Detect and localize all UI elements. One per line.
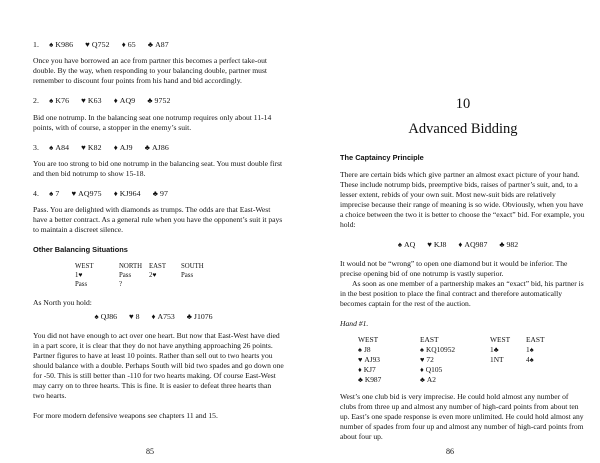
hand-4	[33, 189, 284, 199]
bidding-header: SOUTH	[181, 263, 204, 271]
hearts-holding: KJ8	[433, 240, 447, 250]
heart-icon: ♥	[427, 240, 432, 250]
spades-holding: QJ86	[100, 311, 118, 321]
bid-cell: 4♠	[526, 355, 534, 365]
holding: J8	[363, 345, 371, 355]
club-icon: ♣	[358, 374, 363, 384]
bidding-header: EAST	[149, 263, 166, 271]
clubs-holding: 982	[506, 240, 519, 250]
hand-number: 2.	[33, 96, 40, 106]
page-number: 86	[446, 447, 454, 457]
spades-holding: A84	[55, 142, 70, 152]
deal-header: EAST	[526, 335, 545, 345]
paragraph: For more modern defensive weapons see chapters 11 and 15.	[33, 410, 218, 420]
diamond-icon: ♦	[113, 188, 118, 198]
diamonds-holding: AQ9	[119, 96, 136, 106]
clubs-holding: J1076	[193, 311, 213, 321]
west-diamonds	[358, 365, 420, 375]
spade-icon: ♠	[49, 40, 54, 49]
clubs-holding: 97	[159, 188, 168, 198]
bid-cell	[149, 280, 181, 289]
deal-header: WEST	[358, 335, 379, 345]
spades-holding: K986	[55, 40, 74, 49]
spades-holding: K76	[55, 96, 70, 106]
chapter-number: 10	[455, 96, 471, 112]
deal-row	[358, 375, 556, 385]
holding: AJ93	[364, 355, 380, 365]
right-page	[300, 0, 600, 463]
heart-icon: ♥	[129, 311, 134, 321]
holding: Q105	[425, 364, 443, 374]
bidding-header-row	[75, 262, 204, 271]
diamonds-holding: 65	[127, 40, 136, 49]
diamonds-holding: KJ964	[119, 188, 141, 198]
deal-header: WEST	[490, 335, 511, 345]
bid-cell: 1NT	[490, 355, 504, 365]
spade-icon: ♠	[420, 345, 424, 355]
section-heading: The Captaincy Principle	[340, 153, 424, 163]
hand-number: 1.	[33, 40, 40, 49]
bid-cell: 1♠	[526, 345, 534, 355]
bidding-table	[75, 262, 204, 290]
diamond-icon: ♦	[358, 364, 362, 374]
holding: KQ10952	[425, 345, 456, 355]
bid-cell: Pass	[119, 272, 132, 280]
diamond-icon: ♦	[151, 311, 156, 321]
bidding-header: WEST	[75, 263, 94, 271]
empty-cell	[490, 365, 526, 375]
east-clubs	[420, 375, 490, 385]
bid-cell: Pass	[75, 281, 88, 289]
bid-cell: 1♣	[490, 345, 499, 355]
deal-header: EAST	[420, 335, 439, 345]
hand-label: Hand #1.	[340, 319, 369, 329]
club-icon: ♣	[144, 142, 150, 152]
hand-number: 3.	[33, 142, 40, 152]
hearts-holding: Q752	[91, 40, 110, 49]
heart-icon: ♥	[358, 355, 363, 365]
diamond-icon: ♦	[458, 240, 463, 250]
paragraph: As soon as one member of a partnership makes an “exact” bid, his partner is in the best position to place the final contract and therefore automatically becomes captain for the rest of the auction.	[340, 279, 584, 309]
east-hearts	[420, 355, 490, 365]
club-icon: ♣	[420, 374, 425, 384]
paragraph: You are too strong to bid one notrump in the balancing seat. You must double first and then bid notrump to show 15-18.	[33, 158, 283, 178]
west-spades	[358, 345, 420, 355]
club-icon: ♣	[147, 40, 154, 49]
deal-table	[358, 335, 556, 384]
clubs-holding: AJ86	[151, 142, 169, 152]
spade-icon: ♠	[358, 345, 362, 355]
bid-cell: ?	[119, 281, 123, 289]
hand-1	[33, 40, 284, 50]
paragraph: West’s one club bid is very imprecise. He could hold almost any number of clubs from three up and almost any number of high-card points from about ten up. East’s one spade response is even more unlimited. He could hold almost any number of spades from four up and almost any number of high-card points from about four up.	[340, 392, 584, 442]
paragraph: You did not have enough to act over one heart. But now that East-West have died in a part score, it is clear that they do not have anything approaching 26 points. Partner figures to have at least 10 points. Rather than sell out to two hearts you should balance with a double. Perhaps South will bid two spades and go down one for -50. This is still better than -110 for two hearts making. Of course East-West may carry on to three hearts. This is fine. It is easier to defeat three hearts than two hearts.	[33, 330, 284, 400]
diamond-icon: ♦	[121, 40, 126, 49]
club-icon: ♣	[152, 188, 158, 198]
club-icon: ♣	[499, 240, 505, 250]
spade-icon: ♠	[49, 188, 54, 198]
paragraph: It would not be “wrong” to open one diamond but it would be inferior. The precise opening bid of one notrump is vastly superior.	[340, 259, 568, 279]
spades-holding: 7	[55, 188, 60, 198]
east-spades	[420, 345, 490, 355]
diamond-icon: ♦	[113, 142, 118, 152]
heart-icon: ♥	[85, 40, 90, 49]
hand-number: 4.	[33, 188, 40, 198]
hearts-holding: AQ975	[78, 188, 102, 198]
diamond-icon: ♦	[113, 96, 118, 106]
empty-cell	[490, 375, 526, 385]
bid-cell: 2♥	[149, 272, 157, 280]
paragraph: There are certain bids which give partner an almost exact picture of your hand. These include notrump bids, preemptive bids, raises of partner’s suit, and, to a lesser extent, rebids of your own suit. Most new-suit bids are relatively imprecise because their range of meaning is so wide. Obviously, when you have a choice between the two it is better to choose the “exact” bid. For example, you hold:	[340, 170, 585, 230]
clubs-holding: 9752	[154, 96, 171, 106]
deal-row	[358, 355, 556, 365]
hearts-holding: K63	[87, 96, 102, 106]
spade-icon: ♠	[397, 240, 403, 250]
holding: 72	[426, 355, 434, 365]
deal-row	[358, 345, 556, 355]
holding: KJ7	[363, 364, 376, 374]
holding: K987	[364, 374, 382, 384]
bid-cell: Pass	[181, 272, 194, 280]
east-diamonds	[420, 365, 490, 375]
diamond-icon: ♦	[420, 364, 424, 374]
bid-cell	[181, 280, 204, 289]
bidding-header: NORTH	[119, 263, 143, 271]
hand-3	[33, 143, 284, 153]
page-number: 85	[146, 447, 154, 457]
chapter-title: Advanced Bidding	[408, 121, 518, 138]
hearts-holding: 8	[135, 311, 140, 321]
bidding-row	[75, 280, 204, 289]
north-hand	[33, 312, 284, 322]
empty-cell	[526, 365, 556, 375]
empty-cell	[526, 375, 556, 385]
spades-holding: AQ	[404, 240, 416, 250]
example-hand	[340, 240, 586, 250]
diamonds-holding: AQ987	[464, 240, 488, 250]
paragraph: Pass. You are delighted with diamonds as trumps. The odds are that East-West have a better contract. As a general rule when you have the opponent’s suit it pays to maintain a discreet silence.	[33, 205, 283, 235]
bidding-row	[75, 271, 204, 280]
heart-icon: ♥	[71, 188, 77, 198]
hand-2	[33, 96, 284, 106]
spade-icon: ♠	[94, 311, 99, 321]
bid-cell: 1♥	[75, 272, 83, 280]
holding: A2	[426, 374, 436, 384]
west-hearts	[358, 355, 420, 365]
section-heading: Other Balancing Situations	[33, 245, 128, 255]
hearts-holding: K82	[87, 142, 102, 152]
diamonds-holding: AJ9	[119, 142, 133, 152]
deal-row	[358, 365, 556, 375]
paragraph: Once you have borrowed an ace from partner this becomes a perfect take-out double. By the way, when responding to your balancing double, partner must remember to discount four points from his hand and bid accordingly.	[33, 56, 268, 86]
spade-icon: ♠	[49, 96, 54, 106]
club-icon: ♣	[147, 96, 153, 106]
club-icon: ♣	[186, 311, 192, 321]
heart-icon: ♥	[420, 355, 425, 365]
paragraph: Bid one notrump. In the balancing seat one notrump requires only about 11-14 points, with of course, a stopper in the enemy’s suit.	[33, 112, 272, 132]
diamonds-holding: A753	[157, 311, 175, 321]
west-clubs	[358, 375, 420, 385]
clubs-holding: A87	[155, 40, 169, 49]
heart-icon: ♥	[81, 96, 86, 106]
deal-header-row	[358, 335, 556, 345]
spade-icon: ♠	[49, 142, 54, 152]
paragraph: As North you hold:	[33, 297, 92, 307]
heart-icon: ♥	[81, 142, 86, 152]
